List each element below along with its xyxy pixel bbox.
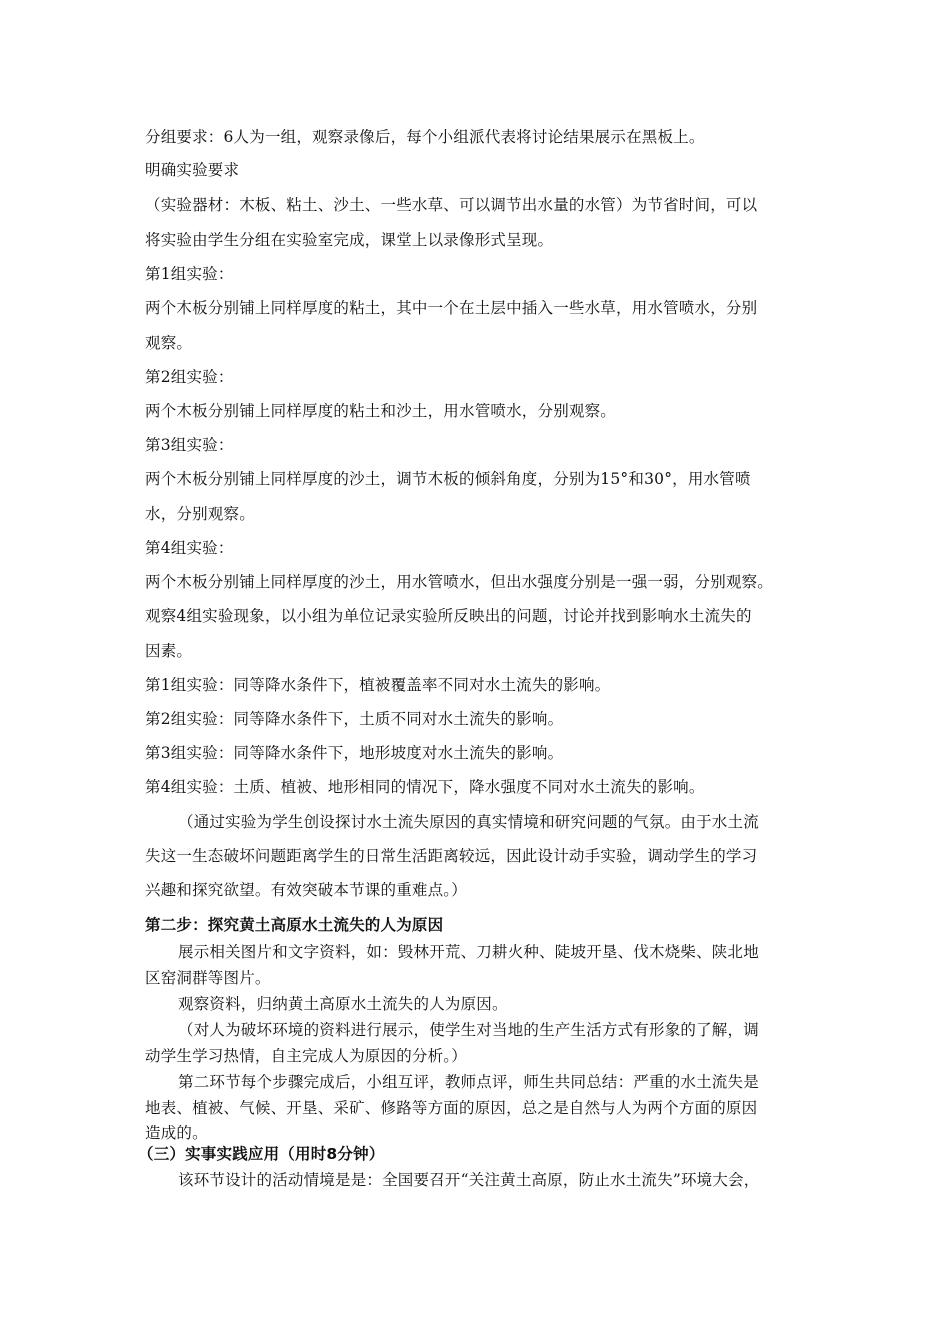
paragraph-line: 该环节设计的活动情境是是：全国要召开“关注黄土高原，防止水土流失”环境大会， — [178, 1171, 760, 1189]
paragraph-line: 地表、植被、气候、开垦、采矿、修路等方面的原因，总之是自然与人为两个方面的原因 — [145, 1099, 758, 1117]
paragraph-line: 动学生学习热情，自主完成人为原因的分析。） — [145, 1047, 467, 1065]
paragraph-line: 明确实验要求 — [145, 161, 240, 179]
section-heading: （三）实事实践应用（用时8分钟） — [138, 1145, 385, 1163]
paragraph-line: 兴趣和探究欲望。有效突破本节课的重难点。） — [145, 881, 467, 899]
paragraph-line: 观察。 — [145, 334, 193, 352]
paragraph-line: 区窑洞群等图片。 — [145, 969, 271, 987]
paragraph-line: 观察4组实验现象，以小组为单位记录实验所反映出的问题，讨论并找到影响水土流失的 — [145, 607, 752, 625]
paragraph-line: 观察资料，归纳黄土高原水土流失的人为原因。 — [178, 995, 508, 1013]
paragraph-line: 分组要求：6人为一组，观察录像后，每个小组派代表将讨论结果展示在黑板上。 — [145, 128, 705, 146]
paragraph-line: 第1组实验：同等降水条件下，植被覆盖率不同对水土流失的影响。 — [145, 676, 611, 694]
section-heading: 第二步：探究黄土高原水土流失的人为原因 — [145, 916, 444, 934]
paragraph-line: 第2组实验： — [145, 368, 234, 386]
paragraph-line: 两个木板分别铺上同样厚度的粘土和沙土，用水管喷水，分别观察。 — [145, 402, 617, 420]
paragraph-line: 失这一生态破坏问题距离学生的日常生活距离较远，因此设计动手实验，调动学生的学习 — [145, 847, 758, 865]
paragraph-line: 第二环节每个步骤完成后，小组互评，教师点评，师生共同总结：严重的水土流失是 — [178, 1073, 759, 1091]
paragraph-line: 第1组实验： — [145, 265, 234, 283]
paragraph-line: 第3组实验：同等降水条件下，地形坡度对水土流失的影响。 — [145, 744, 564, 762]
paragraph-line: 两个木板分别铺上同样厚度的沙土，用水管喷水，但出水强度分别是一强一弱，分别观察。 — [145, 573, 774, 591]
paragraph-line: 第4组实验：土质、植被、地形相同的情况下，降水强度不同对水土流失的影响。 — [145, 778, 705, 796]
paragraph-line: 两个木板分别铺上同样厚度的沙土，调节木板的倾斜角度，分别为15°和30°，用水管喷 — [145, 470, 751, 488]
paragraph-line: 两个木板分别铺上同样厚度的粘土，其中一个在土层中插入一些水草，用水管喷水，分别 — [145, 299, 758, 317]
paragraph-line: 第3组实验： — [145, 436, 234, 454]
paragraph-line: 造成的。 — [145, 1124, 208, 1142]
paragraph-line: 第2组实验：同等降水条件下，土质不同对水土流失的影响。 — [145, 710, 564, 728]
paragraph-line: 将实验由学生分组在实验室完成，课堂上以录像形式呈现。 — [145, 231, 554, 249]
paragraph-line: 因素。 — [145, 642, 193, 660]
paragraph-line: 水，分别观察。 — [145, 505, 255, 523]
paragraph-line: （通过实验为学生创设探讨水土流失原因的真实情境和研究问题的气氛。由于水土流 — [178, 813, 759, 831]
paragraph-line: 第4组实验： — [145, 539, 234, 557]
paragraph-line: 展示相关图片和文字资料，如：毁林开荒、刀耕火种、陡坡开垦、伐木烧柴、陕北地 — [178, 943, 759, 961]
paragraph-line: （对人为破坏环境的资料进行展示，使学生对当地的生产生活方式有形象的了解，调 — [178, 1021, 759, 1039]
paragraph-line: （实验器材：木板、粘土、沙土、一些水草、可以调节出水量的水管）为节省时间，可以 — [145, 196, 758, 214]
